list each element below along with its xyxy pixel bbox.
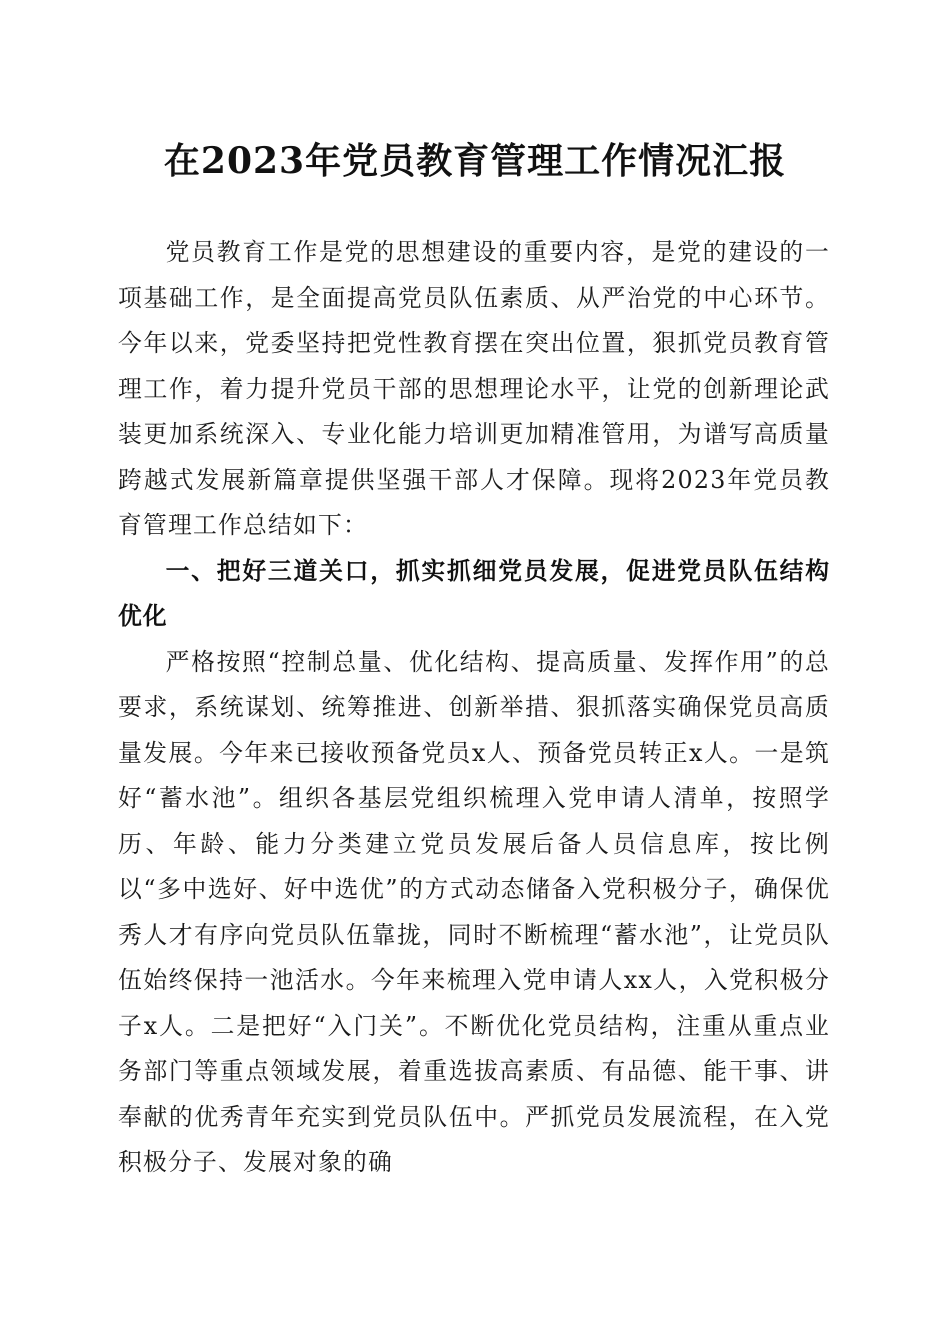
section-heading-1: 一、把好三道关口，抓实抓细党员发展，促进党员队伍结构优化	[118, 556, 830, 630]
document-body	[118, 230, 830, 1186]
document-title: 在2023年党员教育管理工作情况汇报	[163, 140, 787, 182]
intro-paragraph: 党员教育工作是党的思想建设的重要内容，是党的建设的一项基础工作，是全面提高党员队伍素质、从严治党的中心环节。今年以来，党委坚持把党性教育摆在突出位置，狠抓党员教育管理工作，着力提升党员干部的思想理论水平，让党的创新理论武装更加系统深入、专业化能力培训更加精准管用，为谱写高质量跨越式发展新篇章提供坚强干部人才保障。现将2023年党员教育管理工作总结如下：	[118, 238, 830, 539]
section-paragraph-1: 严格按照“控制总量、优化结构、提高质量、发挥作用”的总要求，系统谋划、统筹推进、创新举措、狠抓落实确保党员高质量发展。今年来已接收预备党员x人、预备党员转正x人。一是筑好“蓄水池”。组织各基层党组织梳理入党申请人清单，按照学历、年龄、能力分类建立党员发展后备人员信息库，按比例以“多中选好、好中选优”的方式动态储备入党积极分子，确保优秀人才有序向党员队伍靠拢，同时不断梳理“蓄水池”，让党员队伍始终保持一池活水。今年来梳理入党申请人xx人，入党积极分子x人。二是把好“入门关”。不断优化党员结构，注重从重点业务部门等重点领域发展，着重选拔高素质、有品德、能干事、讲奉献的优秀青年充实到党员队伍中。严抓党员发展流程，在入党积极分子、发展对象的确	[118, 647, 830, 1176]
